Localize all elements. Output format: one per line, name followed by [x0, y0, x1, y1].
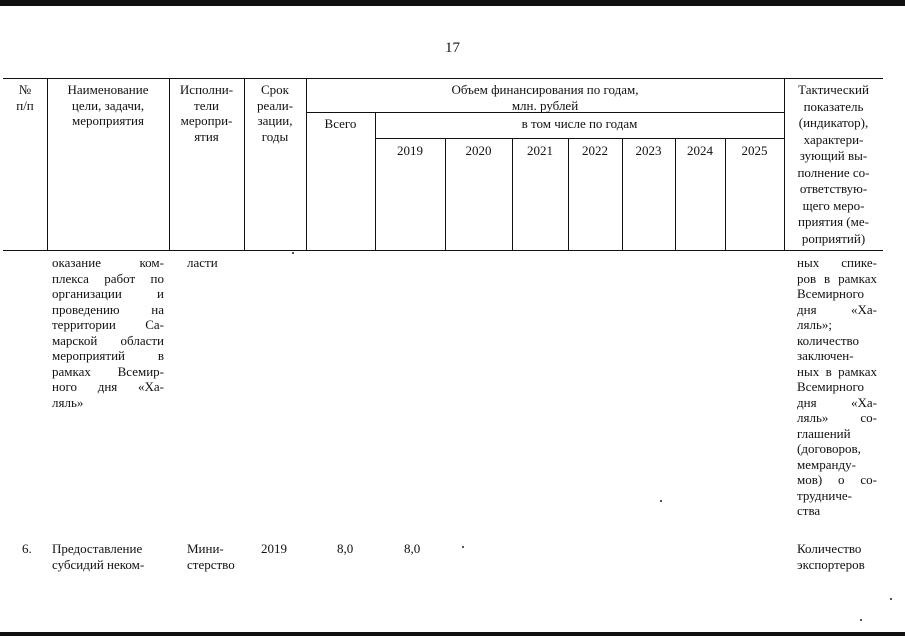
scan-speck — [660, 500, 662, 502]
header-col-name: Наименование цели, задачи, мероприятия — [67, 82, 149, 128]
header-year-2022: 2022 — [582, 143, 608, 158]
header-year-2024: 2024 — [687, 143, 713, 158]
header-total: Всего — [324, 116, 357, 131]
row6-2019: 8,0 — [404, 541, 421, 556]
header-year-2021: 2021 — [527, 143, 553, 158]
row6-indicator: Количество экспортеров — [797, 541, 865, 572]
row5-name: оказание ком- плекса работ по организации и проведению на территории Са- марской области мероприятий в рамках Всемир- ного дня «Ха- ляль» — [52, 255, 164, 410]
header-bottom-line — [3, 250, 883, 251]
scan-speck — [890, 598, 892, 600]
header-indicator: Тактический показатель (индикатор), характери- зующий вы- полнение со- ответствую- щего меро- приятия (ме- роприятий) — [797, 82, 870, 246]
bottom-border — [0, 632, 905, 636]
table-top-line — [3, 78, 883, 79]
header-year-2023: 2023 — [635, 143, 662, 158]
top-border — [0, 0, 905, 6]
row6-term: 2019 — [261, 541, 287, 556]
header-col-no: № п/п — [16, 82, 34, 113]
scan-speck — [292, 252, 294, 254]
header-col-term: Срок реали- зации, годы — [256, 82, 294, 144]
header-year-2019: 2019 — [397, 143, 423, 158]
row6-executor: Мини- стерство — [187, 541, 235, 572]
row6-total: 8,0 — [337, 541, 354, 556]
header-funding-title: Объем финансирования по годам, млн. рублей — [451, 82, 639, 113]
header-by-year: в том числе по годам — [521, 116, 638, 131]
col-line-total — [375, 112, 376, 250]
row5-indicator: ных спике- ров в рамках Всемирного дня «Ха- ляль»; количество заключен- ных в рамках Всемирного дня «Ха- ляль» со- глашений (договоров, мемранду- мов) о со- трудниче- ства — [797, 255, 877, 518]
header-col-executors: Исполни- тели меропри- ятия — [179, 82, 234, 144]
years-divider-line — [375, 138, 784, 139]
page-number: 17 — [445, 40, 460, 56]
row6-name: Предоставление субсидий неком- — [52, 541, 145, 572]
row5-executor: ласти — [187, 255, 218, 270]
row6-number: 6. — [22, 541, 32, 556]
scan-speck — [860, 619, 862, 621]
header-year-2025: 2025 — [741, 143, 768, 158]
scan-speck — [462, 546, 464, 548]
header-year-2020: 2020 — [465, 143, 492, 158]
